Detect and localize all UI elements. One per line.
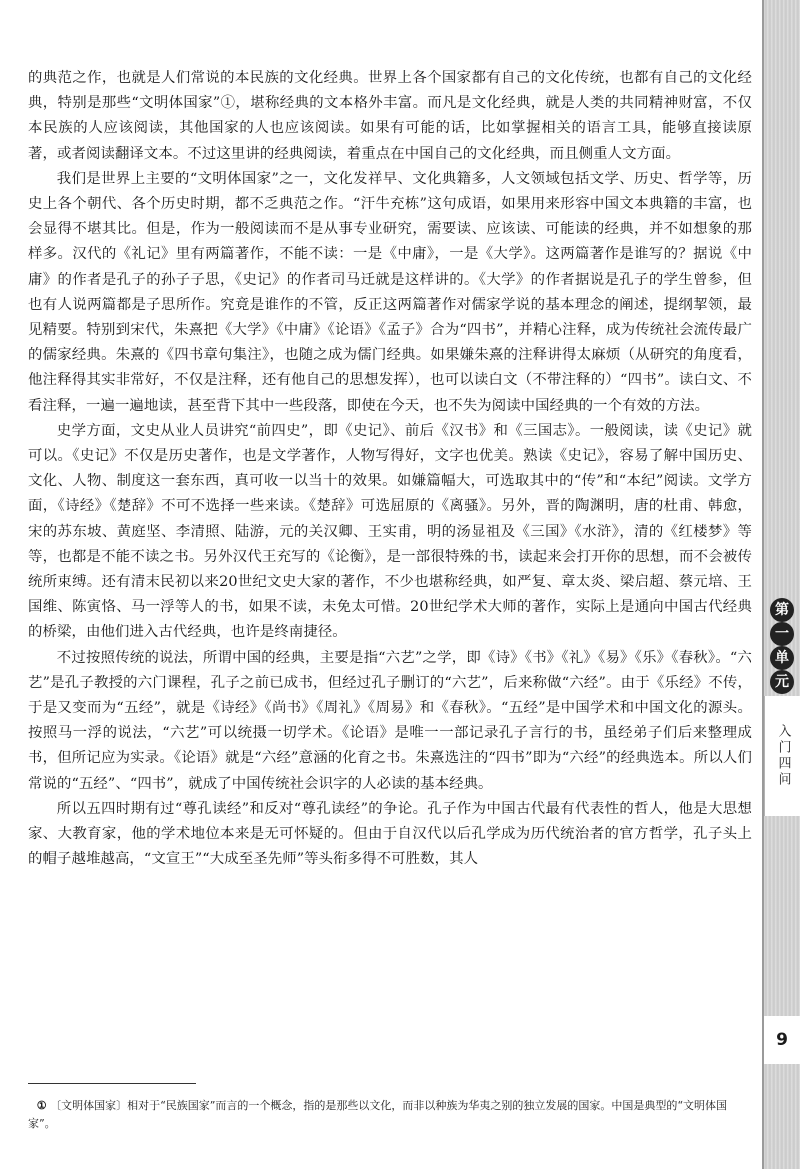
paragraph: 史学方面，文史从业人员讲究“前四史”，即《史记》、前后《汉书》和《三国志》。一般阅读，读《史记》就可以。《史记》不仅是历史著作，也是文学著作，人物写得好，文字也优美。熟读《史记》，容易了解中国历史、文化、人物、制度这一套东西，真可收一以当十的效果。如嫌篇幅大，可选取其中的“传”和“本纪”阅读。文学方面，《诗经》《楚辞》不可不选择一些来读。《楚辞》可选屈原的《离骚》。另外，晋的陶渊明，唐的杜甫、韩愈，宋的苏东坡、黄庭坚、李清照、陆游，元的关汉卿、王实甫，明的汤显祖及《三国》《水浒》，清的《红楼梦》等等，也都是不能不读之书。另外汉代王充写的《论衡》，是一部很特殊的书，读起来会打开你的思想，而不会被传统所束缚。还有清末民初以来20世纪文史大家的著作，不少也堪称经典，如严复、章太炎、梁启超、蔡元培、王国维、陈寅恪、马一浮等人的书，如果不读，未免太可惜。20世纪学术大师的著作，实际上是通向中国古代经典的桥梁，由他们进入古代经典，也许是终南捷径。 [28, 422, 752, 641]
footnote-mark: ① [36, 1099, 47, 1112]
footnote-text: 〔文明体国家〕相对于“民族国家”而言的一个概念，指的是那些以文化，而非以种族为华夷之别的独立发展的国家。中国是典型的“文明体国家”。 [28, 1099, 728, 1130]
unit-badge-char: 第 [770, 598, 794, 622]
paragraph: 不过按照传统的说法，所谓中国的经典，主要是指“六艺”之学，即《诗》《书》《礼》《易》《乐》《春秋》。“六艺”是孔子教授的六门课程，孔子之前已成书，但经过孔子删订的“六艺”，后来称做“六经”。由于《乐经》不传，于是又变而为“五经”，就是《诗经》《尚书》《周礼》《周易》和《春秋》。“五经”是中国学术和中国文化的源头。按照马一浮的说法，“六艺”可以统摄一切学术。《论语》是唯一一部记录孔子言行的书，虽经弟子们后来整理成书，但所记应为实录。《论语》就是“六经”意涵的化育之书。朱熹选注的“四书”即为“六经”的经典选本。所以人们常说的“五经”、“四书”，就成了中国传统社会识字的人必读的基本经典。 [28, 649, 752, 792]
section-tab: 入门四问 [764, 696, 800, 816]
page-number: 9 [764, 1016, 800, 1064]
unit-badge [764, 598, 800, 690]
paragraph: 的典范之作，也就是人们常说的本民族的文化经典。世界上各个国家都有自己的文化传统，也都有自己的文化经典，特别是那些“文明体国家”①，堪称经典的文本格外丰富。而凡是文化经典，就是人类的共同精神财富，不仅本民族的人应该阅读，其他国家的人也应该阅读。如果有可能的话，比如掌握相关的语言工具，能够直接读原著，或者阅读翻译文本。不过这里讲的经典阅读，着重点在中国自己的文化经典，而且侧重人文方面。 [28, 70, 752, 162]
unit-badge-char: 单 [770, 646, 794, 670]
side-margin-band [764, 0, 800, 1169]
footnote [28, 1097, 752, 1133]
paragraph: 我们是世界上主要的“文明体国家”之一，文化发祥早、文化典籍多，人文领域包括文学、历史、哲学等，历史上各个朝代、各个历史时期，都不乏典范之作。“汗牛充栋”这句成语，如果用来形容中国文本典籍的丰富，也会显得不堪其比。但是，作为一般阅读而不是从事专业研究，需要读、应该读、可能读的经典，并不如想象的那样多。汉代的《礼记》里有两篇著作，不能不读：一是《中庸》，一是《大学》。这两篇著作是谁写的？据说《中庸》的作者是孔子的孙子子思，《史记》的作者司马迁就是这样讲的。《大学》的作者据说是孔子的学生曾参，但也有人说两篇都是子思所作。究竟是谁作的不管，反正这两篇著作对儒家学说的基本理念的阐述，提纲挈领，最见精要。特别到宋代，朱熹把《大学》《中庸》《论语》《孟子》合为“四书”，并精心注释，成为传统社会流传最广的儒家经典。朱熹的《四书章句集注》，也随之成为儒门经典。如果嫌朱熹的注释讲得太麻烦（从研究的角度看，他注释得其实非常好，不仅是注释，还有他自己的思想发挥），也可以读白文（不带注释的）“四书”。读白文、不看注释，一遍一遍地读，甚至背下其中一些段落，即使在今天，也不失为阅读中国经典的一个有效的方法。 [28, 170, 752, 414]
footnote-divider [28, 1083, 196, 1084]
body-text [28, 66, 752, 873]
paragraph: 所以五四时期有过“尊孔读经”和反对“尊孔读经”的争论。孔子作为中国古代最有代表性的哲人，他是大思想家、大教育家，他的学术地位本来是无可怀疑的。但由于自汉代以后孔学成为历代统治者的官方哲学，孔子头上的帽子越堆越高，“文宣王”“大成至圣先师”等头衔多得不可胜数，其人 [28, 800, 752, 868]
unit-badge-char: 元 [770, 670, 794, 694]
unit-badge-char: 一 [770, 622, 794, 646]
